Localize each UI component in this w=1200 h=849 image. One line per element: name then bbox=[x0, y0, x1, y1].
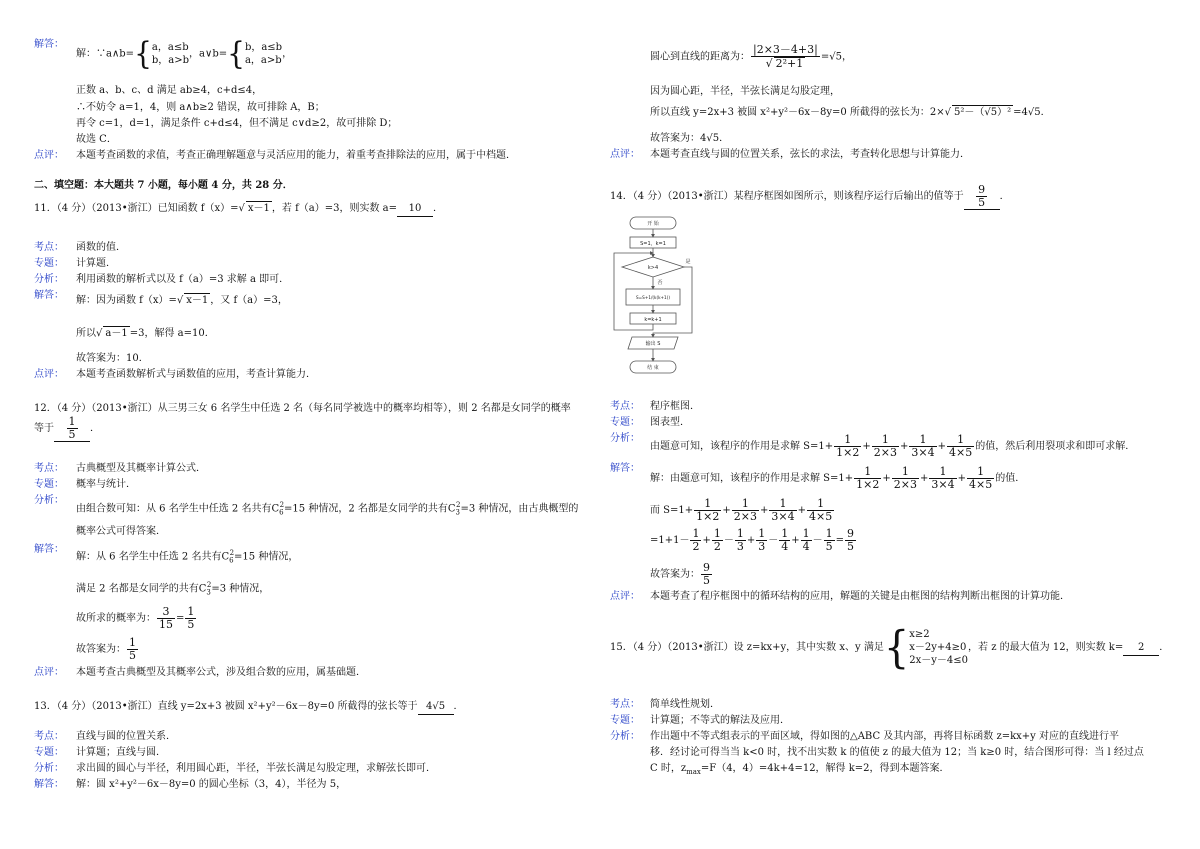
flow-init-label: S=1，k=1 bbox=[640, 241, 666, 247]
q11-category: 计算题． bbox=[76, 258, 116, 269]
q14-solution: 解：由题意可知，该程序的作用是求解 S=1+ $\frac{1}{1\times 2}$ + $\frac{1}{2\times 3}$ + $\frac{1}{3\times 4}$ + $\frac{1}{4\times 5}$ 的值． bbox=[650, 465, 1026, 491]
topic-tag: 考点： bbox=[34, 242, 64, 253]
brace-icon: { bbox=[227, 35, 245, 72]
answer-blank: 10 bbox=[397, 202, 433, 217]
answer-tag: 解答： bbox=[34, 290, 64, 301]
q10-definition: 解：∵a∧b={a，a≤b b，a>b，a∨b={b，a≤b a，a>b， bbox=[76, 35, 293, 72]
q13-category: 计算题；直线与圆． bbox=[76, 747, 166, 758]
q15-topic: 简单线性规划． bbox=[650, 699, 720, 710]
analysis-tag: 分析： bbox=[610, 731, 640, 742]
sqrt-icon: √ bbox=[96, 328, 103, 339]
answer-blank: $\frac{9}{5}$ bbox=[964, 184, 1000, 210]
answer-blank: 4√5 bbox=[418, 700, 454, 715]
q13-solution: 圆心到直线的距离为： $\frac{|2\times 3-4+3|}{\text{√ 2²+1}}$ =√5， bbox=[650, 43, 852, 70]
flow-no-label: 否 bbox=[657, 280, 663, 286]
q13-topic: 直线与圆的位置关系． bbox=[76, 731, 176, 742]
flow-yes-label: 是 bbox=[685, 259, 691, 265]
q11-solution: 所以√ a－1 =3，解得 a=10． bbox=[76, 328, 215, 339]
q15-analysis: 作出题中不等式组表示的平面区域，得如图的△ABC 及其内部，再将目标函数 z=kx+y 对应的直线进行平 bbox=[650, 731, 1120, 742]
brace-icon: { bbox=[134, 35, 152, 72]
q14-solution: 故答案为： $\frac{9}{5}$ bbox=[650, 561, 710, 587]
comment-tag: 点评： bbox=[610, 591, 640, 602]
comment-tag: 点评： bbox=[610, 149, 640, 160]
topic-tag: 考点： bbox=[610, 699, 640, 710]
category-tag: 专题： bbox=[34, 747, 64, 758]
sqrt-icon: √ bbox=[238, 203, 245, 214]
q13-analysis: 求出圆的圆心与半径，利用圆心距，半径，半弦长满足勾股定理，求解弦长即可． bbox=[76, 763, 436, 774]
q11-question: 11．（4 分）（2013•浙江）已知函数 f（x）=√ x－1 ，若 f（a）=3，则实数 a= 10 ． bbox=[34, 201, 443, 217]
flow-end-label: 结 束 bbox=[647, 365, 659, 371]
q12-solution: 满足 2 名都是女同学的共有$C_3^2=3$ 种情况， bbox=[76, 581, 270, 597]
answer-tag: 解答： bbox=[34, 39, 64, 50]
q10-line: 故选 C． bbox=[76, 134, 117, 145]
topic-tag: 考点： bbox=[610, 401, 640, 412]
q10-line: ∴不妨令 a=1，4，则 a∧b≥2 错误，故可排除 A，B； bbox=[76, 102, 325, 113]
q13-solution: 故答案为：4√5． bbox=[650, 133, 730, 144]
q11-comment: 本题考查函数解析式与函数值的应用，考查计算能力． bbox=[76, 369, 316, 380]
q12-solution: 解：从 6 名学生中任选 2 名共有$C_6^2=15$ 种情况， bbox=[76, 549, 299, 565]
q12-solution: 故答案为： $\frac{1}{5}$ bbox=[76, 636, 136, 662]
q12-question: 等于 $\frac{1}{5}$ ． bbox=[34, 415, 100, 441]
q14-solution: =1+1－ $\frac{1}{2}$ + $\frac{1}{2}$ － $\frac{1}{3}$ + $\frac{1}{3}$ － $\frac{1}{4}$ + $\frac{1}{4}$ － $\frac{1}{5}$ = $\frac{9}{5}$ bbox=[650, 527, 855, 553]
q11-solution: 故答案为：10． bbox=[76, 353, 149, 364]
flow-cond-label: k>4 bbox=[647, 265, 659, 271]
q11-solution: 解：因为函数 f（x）=√ x－1 ，又 f（a）=3， bbox=[76, 295, 288, 306]
comment-tag: 点评： bbox=[34, 150, 64, 161]
category-tag: 专题： bbox=[34, 258, 64, 269]
topic-tag: 考点： bbox=[34, 463, 64, 474]
answer-tag: 解答： bbox=[34, 779, 64, 790]
answer-tag: 解答： bbox=[34, 544, 64, 555]
category-tag: 专题： bbox=[34, 479, 64, 490]
answer-blank: 2 bbox=[1123, 641, 1159, 656]
sqrt-icon: √ bbox=[944, 107, 952, 118]
q15-category: 计算题；不等式的解法及应用． bbox=[650, 715, 790, 726]
flow-start-label: 开 始 bbox=[647, 221, 659, 227]
flow-assign-label: S=S+1/(k(k+1)) bbox=[636, 295, 670, 300]
analysis-tag: 分析： bbox=[34, 274, 64, 285]
q10-comment: 本题考查函数的求值，考查正确理解题意与灵活应用的能力，着重考查排除法的应用，属于中档题． bbox=[76, 150, 516, 161]
category-tag: 专题： bbox=[610, 417, 640, 428]
q14-question: 14．（4 分）（2013•浙江）某程序框图如图所示，则该程序运行后输出的值等于 $\frac{9}{5}$ ． bbox=[610, 183, 1010, 209]
topic-tag: 考点： bbox=[34, 731, 64, 742]
answer-tag: 解答： bbox=[610, 463, 640, 474]
comment-tag: 点评： bbox=[34, 369, 64, 380]
q14-topic: 程序框图． bbox=[650, 401, 700, 412]
q12-solution: 故所求的概率为： $\frac{3}{15}$ = $\frac{1}{5}$ bbox=[76, 605, 195, 631]
q15-analysis: C 时，$z_{max}=F(4$，4）=4k+4=12，解得 k=2，得到本题答案． bbox=[650, 763, 950, 776]
flow-output-label: 输出 S bbox=[645, 341, 661, 347]
q12-question: 12．（4 分）（2013•浙江）从三男三女 6 名学生中任选 2 名（每名同学被选中的概率均相等），则 2 名都是女同学的概率 bbox=[34, 403, 571, 414]
analysis-tag: 分析： bbox=[34, 495, 64, 506]
q15-question: 15．（4 分）（2013•浙江）设 z=kx+y，其中实数 x、y 满足{x≥2 x－2y+4≥0 2x－y－4≤0，若 z 的最大值为 12，则实数 k= 2 ． bbox=[610, 622, 1170, 673]
category-tag: 专题： bbox=[610, 715, 640, 726]
q13-comment: 本题考查直线与圆的位置关系，弦长的求法，考查转化思想与计算能力． bbox=[650, 149, 970, 160]
q12-analysis: 概率公式可得答案． bbox=[76, 526, 166, 537]
sqrt-icon: √ bbox=[176, 295, 184, 306]
analysis-tag: 分析： bbox=[34, 763, 64, 774]
q13-solution: 所以直线 y=2x+3 被圆 x²+y²－6x－8y=0 所截得的弦长为：2×√ 5²－（√5）² =4√5． bbox=[650, 107, 1051, 118]
q14-solution: 而 S=1+ $\frac{1}{1\times 2}$ + $\frac{1}{2\times 3}$ + $\frac{1}{3\times 4}$ + $\frac{1}{4\times 5}$ bbox=[650, 497, 833, 523]
section-title: 二、填空题：本大题共 7 小题，每小题 4 分，共 28 分． bbox=[34, 180, 293, 191]
q12-category: 概率与统计． bbox=[76, 479, 136, 490]
q14-category: 图表型． bbox=[650, 417, 690, 428]
brace-icon: { bbox=[883, 622, 910, 673]
q11-analysis: 利用函数的解析式以及 f（a）=3 求解 a 即可． bbox=[76, 274, 290, 285]
q14-analysis: 由题意可知，该程序的作用是求解 S=1+ $\frac{1}{1\times 2}$ + $\frac{1}{2\times 3}$ + $\frac{1}{3\times 4}$ + $\frac{1}{4\times 5}$ 的值，然后利用裂项求和即可求解． bbox=[650, 433, 1136, 459]
q13-solution: 因为圆心距，半径，半弦长满足勾股定理， bbox=[650, 86, 840, 97]
q13-question: 13．（4 分）（2013•浙江）直线 y=2x+3 被圆 x²+y²－6x－8y=0 所截得的弦长等于 4√5 ． bbox=[34, 700, 464, 715]
q12-comment: 本题考查古典概型及其概率公式，涉及组合数的应用，属基础题． bbox=[76, 667, 366, 678]
sqrt-icon: √ bbox=[765, 57, 773, 70]
q10-line: 再令 c=1，d=1，满足条件 c+d≤4，但不满足 c∨d≥2，故可排除 D； bbox=[76, 118, 398, 129]
q15-analysis: 移．经讨论可得当当 k<0 时，找不出实数 k 的值使 z 的最大值为 12；当 k≥0 时，结合图形可得：当 l 经过点 bbox=[650, 747, 1144, 758]
program-flowchart bbox=[608, 215, 696, 380]
q14-comment: 本题考查了程序框图中的循环结构的应用，解题的关键是由框图的结构判断出框图的计算功能． bbox=[650, 591, 1070, 602]
answer-blank: $\frac{1}{5}$ bbox=[54, 416, 90, 442]
q10-line: 正数 a、b、c、d 满足 ab≥4，c+d≤4， bbox=[76, 85, 263, 96]
q13-solution: 解：圆 x²+y²－6x－8y=0 的圆心坐标（3，4），半径为 5， bbox=[76, 779, 347, 790]
analysis-tag: 分析： bbox=[610, 433, 640, 444]
q12-analysis: 由组合数可知：从 6 名学生中任选 2 名共有$C_6^2=15$ 种情况，2 名都是女同学的共有$C_3^2=3$ 种情况，由古典概型的 bbox=[76, 501, 579, 517]
flow-inc-label: k=k+1 bbox=[644, 317, 662, 323]
q12-topic: 古典概型及其概率计算公式． bbox=[76, 463, 206, 474]
q11-topic: 函数的值． bbox=[76, 242, 126, 253]
comment-tag: 点评： bbox=[34, 667, 64, 678]
